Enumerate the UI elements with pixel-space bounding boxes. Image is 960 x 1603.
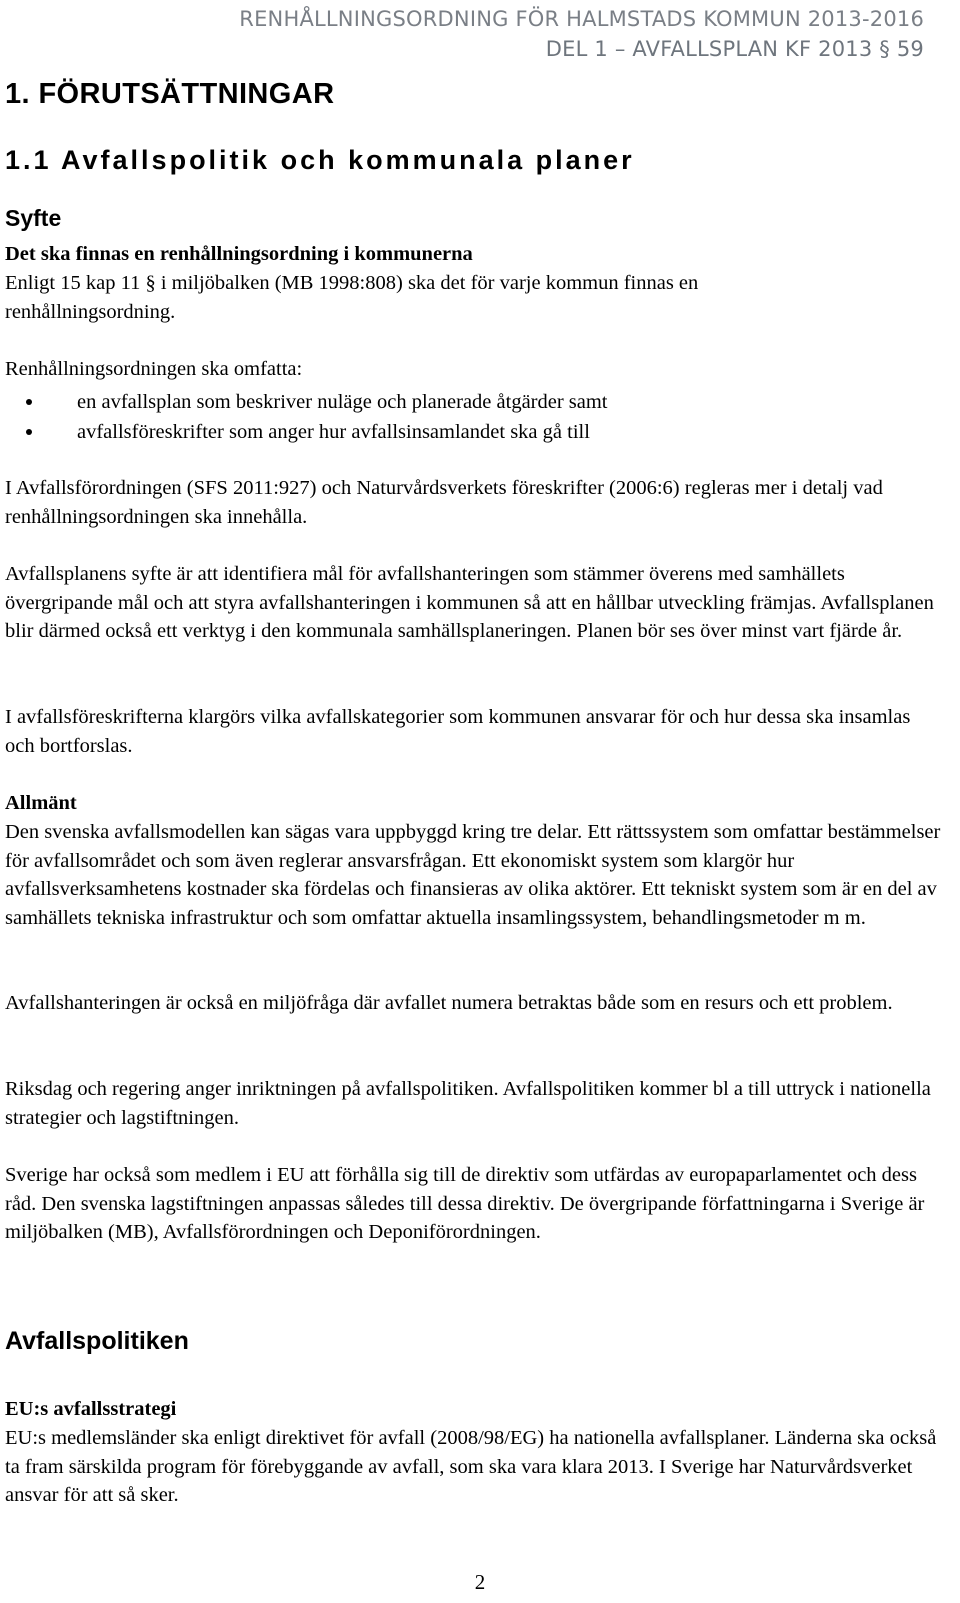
running-header <box>239 4 924 64</box>
syfte-paragraph-5: I avfallsföreskrifterna klargörs vilka avfallskategorier som kommunen ansvarar för och hur dessa ska insamlas och bortforslas. <box>5 706 911 757</box>
syfte-heading: Syfte <box>5 205 62 231</box>
allmant-heading: Allmänt <box>5 792 77 814</box>
syfte-paragraph-2: Renhållningsordningen ska omfatta: <box>5 358 303 380</box>
bullet-icon <box>26 399 32 405</box>
bullet-icon <box>26 429 32 435</box>
allmant-paragraph-1: Den svenska avfallsmodellen kan sägas vara uppbyggd kring tre delar. Ett rättssystem som omfattar bestämmelser för avfallsområdet och som även reglerar ansvarsfrågan. Ett ekonomiskt system som klargör hur avfallsverksamhetens kostnader ska fördelas och finansieras av olika aktörer. Ett tekniskt system som är en del av samhällets tekniska infrastruktur och som omfattar aktuella insamlingssystem, behandlingsmetoder m m. <box>5 821 941 929</box>
syfte-subheading: Det ska finnas en renhållningsordning i kommunerna <box>5 243 473 265</box>
eu-strategy-heading: EU:s avfallsstrategi <box>5 1398 177 1420</box>
running-header-subtitle: DEL 1 – AVFALLSPLAN KF 2013 § 59 <box>545 37 924 61</box>
list-item: avfallsföreskrifter som anger hur avfallsinsamlandet ska gå till <box>5 417 945 447</box>
running-header-title: RENHÅLLNINGSORDNING FÖR HALMSTADS KOMMUN 2013-2016 <box>239 7 924 31</box>
syfte-bullet-list <box>5 387 945 447</box>
eu-strategy-paragraph: EU:s medlemsländer ska enligt direktivet för avfall (2008/98/EG) ha nationella avfallsplaner. Länderna ska också ta fram särskilda program för förebyggande av avfall, som ska vara klara 2013. I Sverige har Naturvårdsverket ansvar för att så sker. <box>5 1427 937 1507</box>
allmant-paragraph-3: Riksdag och regering anger inriktningen på avfallspolitiken. Avfallspolitiken kommer bl a till uttryck i nationella strategier och lagstiftningen. <box>5 1078 931 1129</box>
allmant-paragraph-2: Avfallshanteringen är också en miljöfråga där avfallet numera betraktas både som en resurs och ett problem. <box>5 992 893 1014</box>
avfallspolitiken-heading: Avfallspolitiken <box>5 1327 189 1355</box>
chapter-heading: 1. FÖRUTSÄTTNINGAR <box>5 78 335 110</box>
allmant-paragraph-4: Sverige har också som medlem i EU att förhålla sig till de direktiv som utfärdas av europaparlamentet och dess råd. Den svenska lagstiftningen anpassas således till dessa direktiv. De övergripande författningarna i Sverige är miljöbalken (MB), Avfallsförordningen och Deponiförordningen. <box>5 1164 925 1244</box>
section-heading: 1.1 Avfallspolitik och kommunala planer <box>5 145 635 175</box>
list-item: en avfallsplan som beskriver nuläge och planerade åtgärder samt <box>5 387 945 417</box>
syfte-paragraph-1: Enligt 15 kap 11 § i miljöbalken (MB 1998:808) ska det för varje kommun finnas en renhållningsordning. <box>5 272 699 323</box>
syfte-paragraph-4: Avfallsplanens syfte är att identifiera mål för avfallshanteringen som stämmer överens med samhällets övergripande mål och att styra avfallshanteringen i kommunen så att en hållbar utveckling främjas. Avfallsplanen blir därmed också ett verktyg i den kommunala samhällsplaneringen. Planen bör ses över minst vart fjärde år. <box>5 563 934 643</box>
page-number: 2 <box>474 1570 486 1594</box>
syfte-paragraph-3: I Avfallsförordningen (SFS 2011:927) och Naturvårdsverkets föreskrifter (2006:6) regleras mer i detalj vad renhållningsordningen ska innehålla. <box>5 477 883 528</box>
